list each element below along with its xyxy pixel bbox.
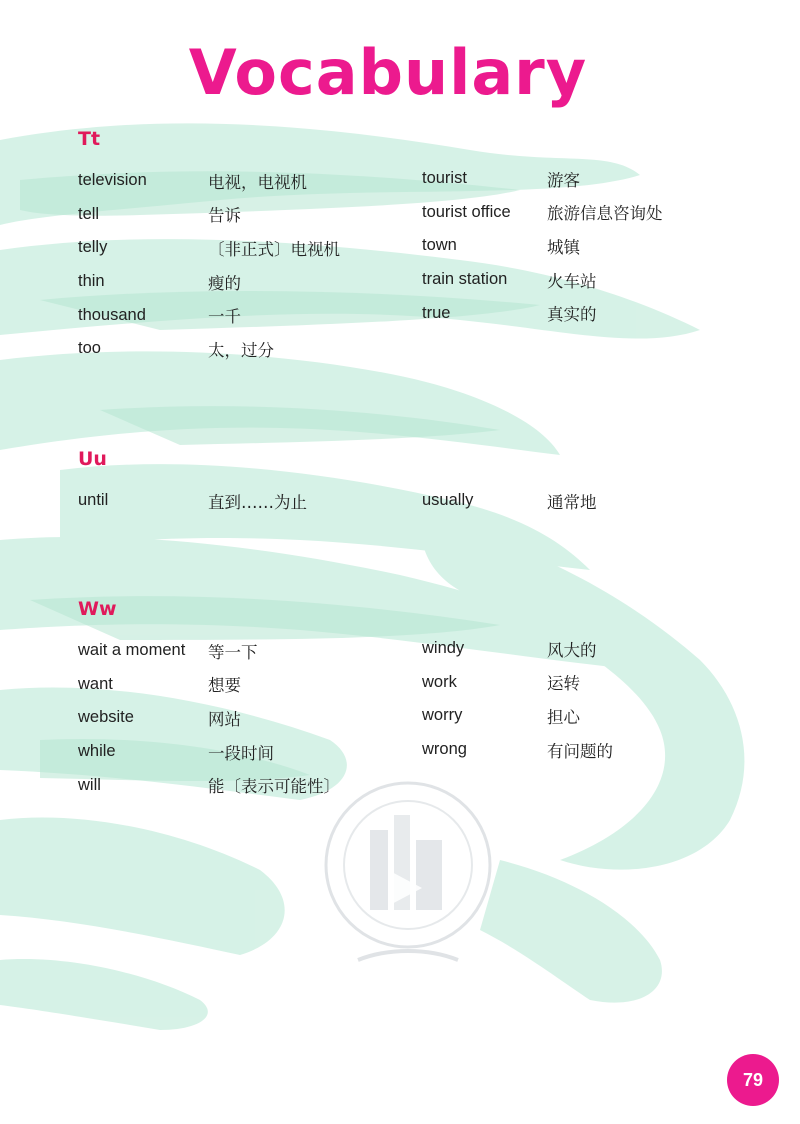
vocab-word: wait a moment bbox=[78, 641, 186, 660]
vocab-entry bbox=[422, 296, 663, 330]
vocab-meaning: 直到……为止 bbox=[208, 492, 307, 512]
vocab-word: tourist bbox=[422, 169, 467, 188]
vocab-entry bbox=[78, 768, 340, 802]
vocab-meaning: 能〔表示可能性〕 bbox=[208, 777, 340, 797]
vocab-word: telly bbox=[78, 238, 108, 257]
vocab-column-right bbox=[422, 484, 597, 518]
vocab-word: usually bbox=[422, 491, 474, 510]
vocab-word: town bbox=[422, 236, 457, 255]
vocab-meaning: 真实的 bbox=[547, 305, 597, 325]
vocab-word: windy bbox=[422, 639, 465, 658]
vocab-meaning: 火车站 bbox=[547, 271, 597, 291]
vocab-entry bbox=[422, 733, 613, 767]
vocab-word: television bbox=[78, 171, 147, 190]
vocab-word: thin bbox=[78, 272, 105, 291]
vocab-meaning: 运转 bbox=[547, 674, 580, 694]
vocab-word: thousand bbox=[78, 305, 146, 324]
vocab-meaning: 旅游信息咨询处 bbox=[547, 204, 663, 224]
vocab-entry bbox=[78, 701, 340, 735]
vocab-entry bbox=[422, 229, 663, 263]
vocab-meaning: 告诉 bbox=[208, 206, 241, 226]
vocab-entry bbox=[78, 198, 340, 232]
vocab-entry bbox=[78, 332, 340, 366]
vocab-meaning: 网站 bbox=[208, 709, 241, 729]
vocab-word: will bbox=[78, 775, 101, 794]
vocab-entry bbox=[78, 735, 340, 769]
section-heading: Tt bbox=[78, 128, 101, 150]
vocab-word: until bbox=[78, 491, 109, 510]
vocab-word: tell bbox=[78, 204, 100, 223]
vocab-word: true bbox=[422, 303, 451, 322]
vocab-meaning: 瘦的 bbox=[208, 273, 241, 293]
vocab-entry bbox=[422, 666, 613, 700]
vocab-entry bbox=[78, 231, 340, 265]
vocab-entry bbox=[78, 634, 340, 668]
vocab-meaning: 〔非正式〕电视机 bbox=[208, 239, 340, 259]
vocab-column-right bbox=[422, 632, 613, 766]
vocab-meaning: 电视，电视机 bbox=[208, 172, 307, 192]
vocab-entry bbox=[78, 668, 340, 702]
vocab-meaning: 太，过分 bbox=[208, 340, 274, 360]
vocab-entry bbox=[78, 265, 340, 299]
page-title: Vocabulary bbox=[188, 36, 588, 109]
vocab-entry bbox=[422, 196, 663, 230]
vocab-column-right bbox=[422, 162, 663, 330]
vocab-meaning: 通常地 bbox=[547, 492, 597, 512]
vocab-entry bbox=[422, 632, 613, 666]
vocab-entry bbox=[422, 699, 613, 733]
vocab-word: tourist office bbox=[422, 202, 511, 221]
vocab-meaning: 想要 bbox=[208, 676, 241, 696]
vocab-entry bbox=[422, 162, 663, 196]
vocab-word: wrong bbox=[422, 740, 467, 759]
section-u bbox=[78, 448, 778, 512]
vocab-column-left bbox=[78, 164, 340, 366]
vocab-word: website bbox=[78, 708, 134, 727]
vocab-meaning: 有问题的 bbox=[547, 741, 613, 761]
vocab-word: work bbox=[422, 672, 457, 691]
vocab-word: want bbox=[78, 674, 113, 693]
page-number-badge: 79 bbox=[727, 1054, 779, 1106]
vocab-meaning: 风大的 bbox=[547, 640, 597, 660]
vocab-word: too bbox=[78, 339, 101, 358]
section-w bbox=[78, 598, 778, 797]
vocab-meaning: 一千 bbox=[208, 307, 241, 327]
vocab-entry bbox=[422, 484, 597, 518]
vocab-meaning: 游客 bbox=[547, 170, 580, 190]
section-heading: Ww bbox=[78, 598, 117, 620]
vocab-meaning: 担心 bbox=[547, 707, 580, 727]
vocab-meaning: 城镇 bbox=[547, 237, 580, 257]
vocab-entry bbox=[78, 298, 340, 332]
vocab-entry bbox=[422, 263, 663, 297]
vocab-word: while bbox=[78, 742, 116, 761]
vocab-entry bbox=[78, 164, 340, 198]
vocab-meaning: 一段时间 bbox=[208, 743, 274, 763]
vocab-meaning: 等一下 bbox=[208, 642, 258, 662]
vocab-word: train station bbox=[422, 270, 508, 289]
vocab-word: worry bbox=[422, 706, 463, 725]
vocab-entry bbox=[78, 484, 307, 518]
section-t bbox=[78, 128, 778, 360]
vocab-column-left bbox=[78, 634, 340, 802]
vocab-column-left bbox=[78, 484, 307, 518]
section-heading: Uu bbox=[78, 448, 107, 470]
